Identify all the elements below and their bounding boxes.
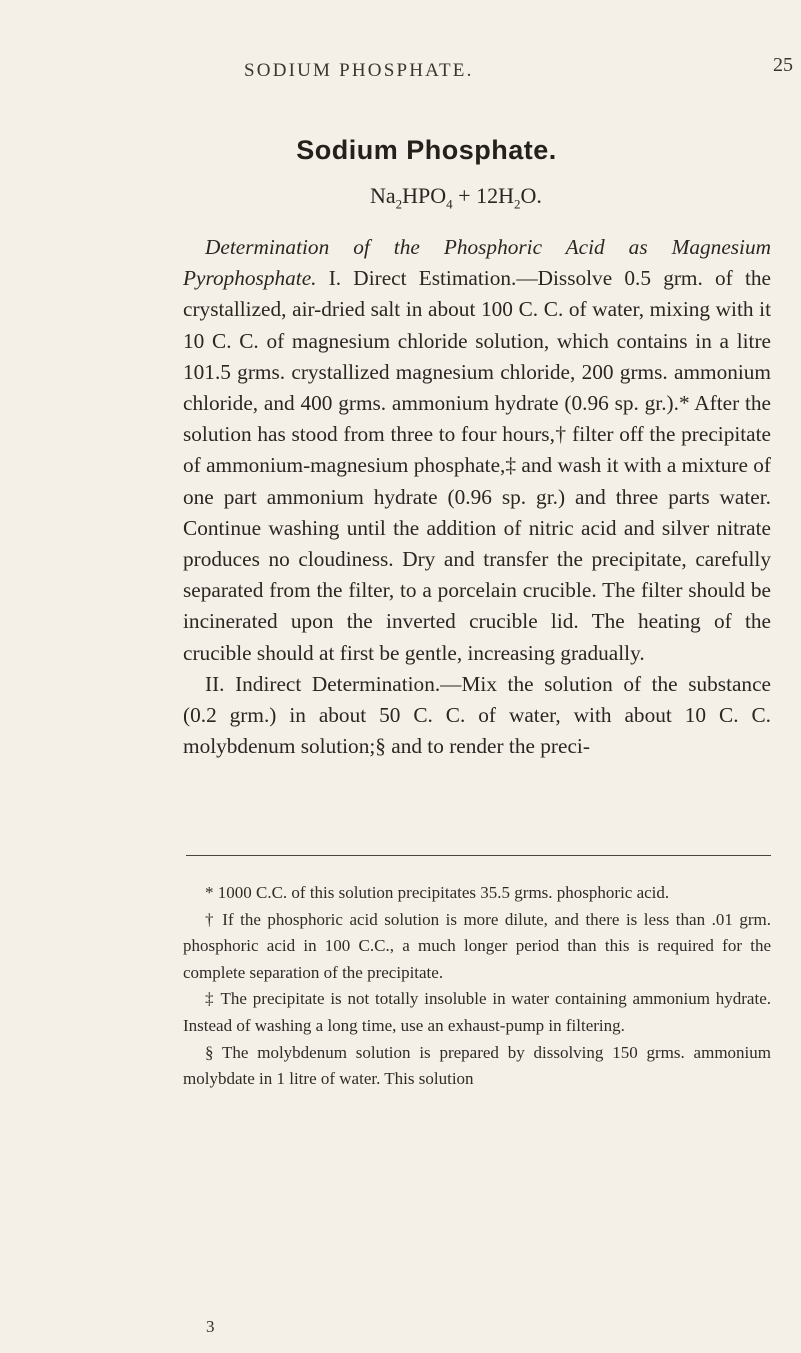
paragraph-direct-estimation bbox=[183, 232, 771, 669]
formula-subscript: 2 bbox=[395, 196, 403, 212]
formula-part: O. bbox=[520, 183, 542, 208]
body-text bbox=[183, 232, 771, 762]
formula-subscript: 2 bbox=[513, 196, 521, 212]
footnote: ‡ The precipitate is not totally insoluble in water containing ammonium hydrate. Instead of washing a long time, use an exhaust-pump in filtering. bbox=[183, 989, 771, 1035]
formula-part: Na bbox=[370, 183, 396, 208]
chemical-formula bbox=[370, 183, 542, 212]
running-title: SODIUM PHOSPHATE. bbox=[244, 60, 474, 81]
section-title-text: Sodium Phosphate. bbox=[296, 135, 557, 165]
formula-part: HPO bbox=[402, 183, 447, 208]
formula-part: + 12H bbox=[452, 183, 514, 208]
signature-mark: 3 bbox=[206, 1317, 215, 1336]
paragraph-text: I. Direct Estimation.—Dissolve 0.5 grm. of the crystallized, air-dried salt in about 100 C. C. of water, mixing with it 10 C. C. of magnesium chloride solution, which contains in a litre 101.5 grms. crystallized magnesium chloride, 200 grms. ammonium chloride, and 400 grms. ammonium hydrate (0.96 sp. gr.).* After the solution has stood from three to four hours,† filter off the precipitate of ammonium-magnesium phosphate,‡ and wash it with a mixture of one part ammonium hydrate (0.96 sp. gr.) and three parts water. Continue washing until the addition of nitric acid and silver nitrate produces no cloudiness. Dry and transfer the precipitate, carefully separated from the filter, to a porcelain crucible. The filter should be incinerated upon the inverted crucible lid. The heating of the crucible should at first be gentle, increasing gradually. bbox=[183, 266, 771, 665]
formula-subscript: 4 bbox=[446, 196, 453, 212]
footnote: § The molybdenum solution is prepared by dissolving 150 grms. ammonium molybdate in 1 litre of water. This solution bbox=[183, 1042, 771, 1089]
paragraph-lead-italic: Determination of the Phosphoric Acid as Magnesium Pyrophosphate. bbox=[183, 235, 771, 291]
footnote: * 1000 C.C. of this solution precipitates 35.5 grms. phosphoric acid. bbox=[205, 883, 670, 902]
footnote: † If the phosphoric acid solution is more dilute, and there is less than .01 grm. phosphoric acid in 100 C.C., a much longer period than this is required for the complete separation of the precipitate. bbox=[183, 909, 771, 982]
page-number: 25 bbox=[773, 54, 793, 76]
section-title bbox=[0, 135, 801, 166]
paragraph-indirect-determination: II. Indirect Determination.—Mix the solution of the substance (0.2 grm.) in about 50 C. C. of water, with about 10 C. C. molybdenum solution;§ and to render the preci- bbox=[183, 671, 771, 759]
footnote-divider bbox=[186, 855, 771, 856]
running-head bbox=[0, 52, 801, 82]
footnotes bbox=[183, 880, 771, 1093]
